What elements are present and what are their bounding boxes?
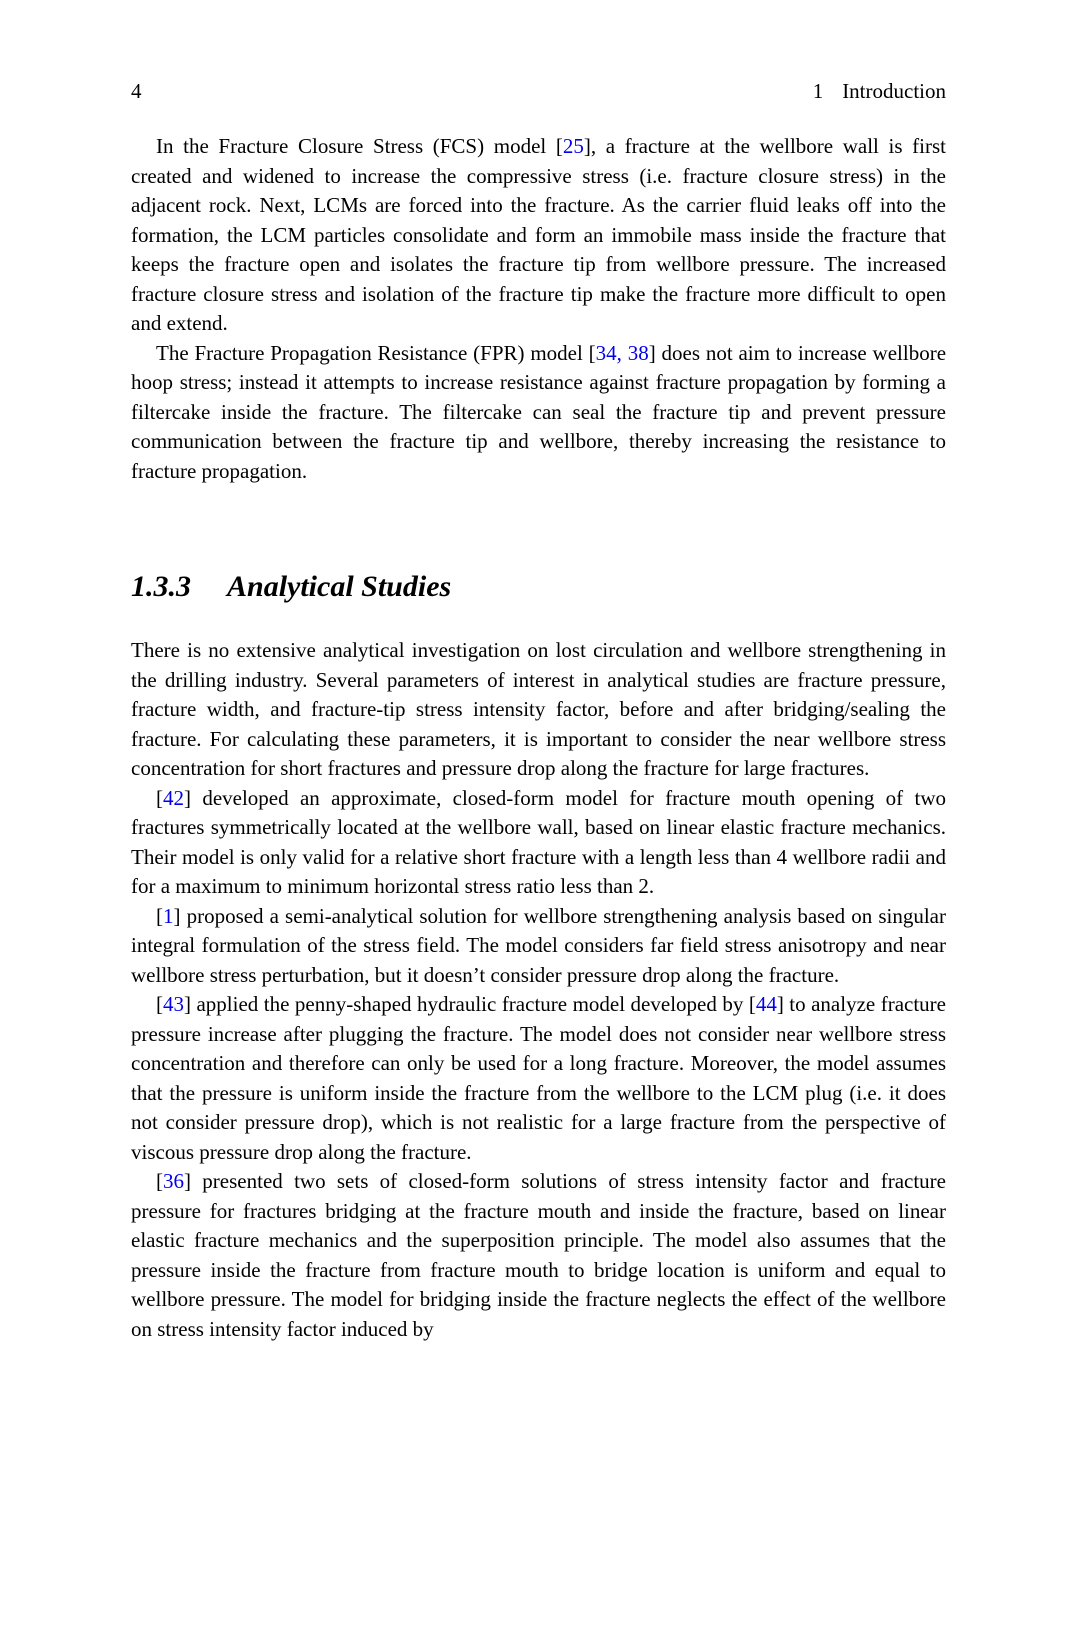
citation-link[interactable]: 34, 38 — [595, 340, 649, 365]
citation-link[interactable]: 1 — [163, 903, 174, 928]
paragraph: [42] developed an approximate, closed-form model for fracture mouth opening of two fractures symmetrically located at the wellbore wall, based on linear elastic fracture mechanics. Their model is only valid for a relative short fracture with a length less than 4 wellbore radii and for a maximum to minimum horizontal stress ratio less than 2. — [131, 785, 946, 898]
citation-link[interactable]: 25 — [562, 134, 584, 158]
chapter-title: Introduction — [842, 79, 946, 103]
citation-link[interactable]: 44 — [755, 992, 777, 1016]
citation-link[interactable]: 42 — [163, 785, 184, 810]
paragraph: [1] proposed a semi-analytical solution for wellbore strengthening analysis based on singular integral formulation of the stress field. The model considers far field stress anisotropy and near wellbore stress perturbation, but it doesn’t consider pressure drop along the fracture. — [131, 903, 946, 987]
citation-link[interactable]: 36 — [163, 1169, 184, 1193]
chapter-number: 1 — [812, 79, 824, 103]
running-header — [131, 79, 946, 104]
citation-link[interactable]: 43 — [163, 992, 184, 1016]
paragraph: There is no extensive analytical investigation on lost circulation and wellbore strengthening in the drilling industry. Several parameters of interest in analytical studies are fracture pressure, fracture width, and fracture-tip stress intensity factor, before and after bridging/sealing the fracture. For calculating these parameters, it is important to consider the near wellbore stress concentration for short fractures and pressure drop along the fracture for large fractures. — [131, 638, 946, 780]
section-number: 1.3.3 — [131, 570, 191, 603]
page-number: 4 — [131, 79, 142, 103]
section-title: Analytical Studies — [227, 570, 452, 603]
content-blocks — [131, 132, 946, 1344]
paragraph: [43] applied the penny-shaped hydraulic fracture model developed by [44] to analyze fracture pressure increase after plugging the fracture. The model does not consider near wellbore stress concentration and therefore can only be used for a long fracture. Moreover, the model assumes that the pressure is uniform inside the fracture from the wellbore to the LCM plug (i.e. it does not consider pressure drop), which is not realistic for a large fracture from the perspective of viscous pressure drop along the fracture. — [131, 992, 946, 1164]
paragraph: In the Fracture Closure Stress (FCS) model [25], a fracture at the wellbore wall is first created and widened to increase the compressive stress (i.e. fracture closure stress) in the adjacent rock. Next, LCMs are forced into the fracture. As the carrier fluid leaks off into the formation, the LCM particles consolidate and form an immobile mass inside the fracture that keeps the fracture open and isolates the fracture tip from wellbore pressure. The increased fracture closure stress and isolation of the fracture tip make the fracture more difficult to open and extend. — [131, 134, 946, 335]
paragraph: The Fracture Propagation Resistance (FPR) model [34, 38] does not aim to increase wellbore hoop stress; instead it attempts to increase resistance against fracture propagation by forming a filtercake inside the fracture. The filtercake can seal the fracture tip and prevent pressure communication between the fracture tip and wellbore, thereby increasing the resistance to fracture propagation. — [131, 340, 947, 483]
chapter-running-title — [813, 79, 946, 104]
section-heading — [131, 568, 946, 606]
paragraph: [36] presented two sets of closed-form solutions of stress intensity factor and fracture pressure for fractures bridging at the fracture mouth and inside the fracture, based on linear elastic fracture mechanics and the superposition principle. The model also assumes that the pressure inside the fracture from fracture mouth to bridge location is uniform and equal to wellbore pressure. The model for bridging inside the fracture neglects the effect of the wellbore on stress intensity factor induced by — [131, 1169, 946, 1341]
